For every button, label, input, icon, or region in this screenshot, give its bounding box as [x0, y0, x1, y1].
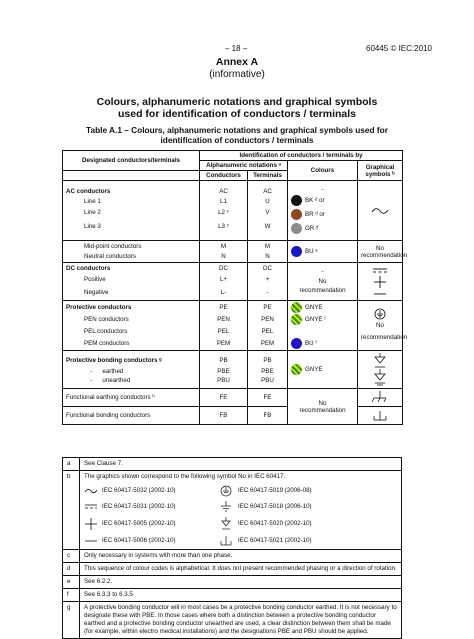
protective-earth-icon [220, 485, 232, 497]
bullet: - [90, 377, 93, 384]
pe-c: PEL [217, 328, 230, 335]
pe-pen: PEN conductors [84, 316, 129, 323]
header-colours: Colours [288, 161, 358, 181]
colour-bu: BU ᶠ [305, 340, 317, 348]
colour-br: BR ᵈ or [305, 211, 325, 219]
pb-conductors [200, 351, 248, 389]
note-label: f [63, 589, 80, 602]
note-label: e [63, 576, 80, 589]
annex-heading [0, 56, 474, 80]
symbol-legend [84, 485, 397, 547]
pb-t: PB [263, 356, 272, 364]
fe-terminal: FE [248, 389, 288, 407]
gnye-swatch [291, 302, 302, 313]
ac-line3: Line 3 [84, 223, 101, 230]
pb-title: Protective bonding conductors ᵍ [66, 356, 162, 364]
annex-main-title [0, 96, 474, 120]
dc-t: DC [263, 264, 272, 272]
dc-positive: Positive [84, 276, 106, 284]
colour-gnye: GNYE [305, 366, 323, 374]
header-blank [63, 171, 200, 181]
blue-swatch [291, 246, 302, 257]
pe-colours [288, 301, 358, 351]
functional-bonding-icon [220, 535, 232, 547]
norec-1: No [376, 244, 384, 252]
ac-mid-colour [288, 241, 358, 263]
note-text: See Clause 7. [80, 458, 402, 471]
ac-mid-conductors [200, 241, 248, 263]
norec-1: No [318, 277, 327, 285]
header-graphical: Graphical symbols ᵇ [358, 161, 403, 181]
pb-t: PBU [261, 377, 274, 384]
functional-bonding-icon [372, 409, 388, 423]
table-caption [0, 125, 474, 145]
colour-bu: BU ᵉ [305, 248, 318, 256]
ac-conductors [200, 181, 248, 241]
earth-icon [220, 501, 232, 513]
ac-t: W [264, 223, 271, 230]
ac-title: AC conductors [66, 188, 111, 195]
ac-c: L3 ᶜ [218, 223, 229, 230]
note-text: See 6.2.2. [80, 576, 402, 589]
norec-2: recommendation [299, 406, 346, 414]
pb-designation [63, 351, 200, 389]
mid-t: M [264, 243, 271, 250]
note-label: a [63, 458, 80, 471]
ac-mid-designation [63, 241, 200, 263]
ac-c: L1 [220, 197, 227, 205]
protective-earth-icon [374, 308, 386, 320]
pb-symbol [358, 351, 403, 389]
mid-t: N [265, 252, 270, 260]
ac-symbol-icon [84, 487, 98, 495]
note-label: d [63, 563, 80, 576]
functional-earth-icon [372, 391, 388, 405]
ac-c: AC [219, 188, 228, 195]
ac-mid-terminals [248, 241, 288, 263]
pb-t: PBE [261, 367, 274, 375]
dc-terminals [248, 263, 288, 301]
pb-colours [288, 351, 358, 389]
norec-2: recommendation [361, 334, 408, 341]
pe-designation [63, 301, 200, 351]
norec-1: No [376, 322, 384, 329]
annex-title: Annex A [215, 56, 259, 68]
ac-t: AC [263, 188, 272, 195]
ac-symbol-icon [370, 206, 390, 216]
dc-colours [288, 263, 358, 301]
pe-pem: PEM conductors [84, 340, 130, 347]
header-alphanumeric: Alphanumeric notations ᵃ [200, 161, 288, 171]
bullet: - [90, 367, 93, 375]
fe-symbol [358, 389, 403, 407]
ac-designation [63, 181, 200, 241]
ac-colour-dash: - [321, 185, 324, 193]
norec-2: recommendation [299, 287, 346, 295]
note-text: This sequence of colour codes is alphabetical. It does not present recommended phasing or a direction of rotation. [80, 563, 402, 576]
ac-mid: Mid-point conductors [84, 243, 142, 250]
pe-t: PE [263, 304, 272, 311]
dc-symbol-icon [84, 503, 98, 511]
ac-mid-symbol [358, 241, 408, 263]
conductor-table [62, 150, 408, 425]
note-label: g [63, 602, 80, 639]
header-terminals: Terminals [248, 171, 288, 181]
title-line: Colours, alphanumeric notations and graphical symbols [96, 96, 378, 108]
symbol-ref: IEC 60417-5021 (2002-10) [238, 537, 312, 544]
fe-conductor: FE [200, 389, 248, 407]
pe-c: PEN [217, 316, 230, 323]
note-text: See 6.3.3 to 6.3.5. [80, 589, 402, 602]
grey-swatch [291, 223, 302, 234]
bonding-symbols-icon [372, 353, 388, 387]
note-b [80, 471, 402, 550]
header-designated: Designated conductors/terminals [63, 151, 200, 171]
dc-title: DC conductors [66, 264, 111, 272]
ac-line2: Line 2 [84, 209, 101, 216]
pb-earthed: earthed [102, 367, 124, 375]
brown-swatch [291, 209, 302, 220]
pe-c: PEM [216, 340, 231, 347]
table-notes [62, 457, 402, 639]
gnye-swatch [291, 314, 302, 325]
symbol-ref: IEC 60417-5032 (2002-10) [102, 487, 176, 494]
note-label: c [63, 550, 80, 563]
norec-1: No [318, 399, 327, 407]
symbol-ref: IEC 60417-5018 (2006-10) [238, 503, 312, 510]
ac-c: L2 ᶜ [218, 209, 229, 216]
note-text: The graphics shown correspond to the following symbol No in IEC 60417. [84, 473, 286, 480]
minus-icon [84, 538, 98, 544]
symbol-ref: IEC 60417-5006 (2002-10) [102, 537, 176, 544]
header-conductors: Conductors [200, 171, 248, 181]
gnye-swatch [291, 364, 302, 375]
pb-c: PBU [217, 377, 230, 384]
fb-designation: Functional bonding conductors [63, 407, 200, 425]
fe-fb-colours [288, 389, 358, 425]
dc-dash: - [321, 268, 324, 276]
dc-conductors [200, 263, 248, 301]
dc-c: L+ [219, 276, 228, 284]
fe-designation: Functional earthing conductors ʰ [63, 389, 200, 407]
pb-c: PBE [217, 367, 230, 375]
dc-c: DC [219, 264, 228, 272]
dc-t: + [265, 276, 270, 284]
mid-c: M [220, 243, 227, 250]
symbol-ref: IEC 60417-5005 (2002-10) [102, 520, 176, 527]
note-text: Only necessary in systems with more than one phase. [80, 550, 402, 563]
ac-neutral: Neutral conductors [84, 252, 136, 260]
equipotential-icon [220, 517, 232, 531]
pe-terminals [248, 301, 288, 351]
caption-line: Table A.1 – Colours, alphanumeric notations and graphical symbols used for [86, 125, 388, 135]
dc-symbol [358, 263, 403, 301]
blue-swatch [291, 338, 302, 349]
colour-gnye: GNYE ᶠ [305, 316, 326, 324]
fb-symbol [358, 407, 403, 425]
pb-terminals [248, 351, 288, 389]
ac-t: V [265, 209, 270, 216]
fb-conductor: FB [200, 407, 248, 425]
ac-line1: Line 1 [84, 197, 101, 205]
pe-title: Protective conductors [66, 304, 132, 311]
symbol-ref: IEC 60417-5020 (2002-10) [238, 520, 312, 527]
colour-gr: GR ᵈ [305, 225, 319, 233]
standard-number: 60445 © IEC:2010 [366, 44, 432, 53]
mid-c: N [221, 252, 226, 260]
black-swatch [291, 195, 302, 206]
norec-2: recommendation [361, 251, 408, 259]
title-line: used for identification of conductors / terminals [117, 108, 357, 120]
page-number: – 18 – [225, 44, 248, 53]
dc-symbols-icon [370, 266, 390, 298]
pe-pel: PEL conductors [84, 328, 128, 335]
ac-t: U [265, 197, 270, 205]
caption-line: identification of conductors / terminals [160, 135, 314, 145]
symbol-ref: IEC 60417-5031 (2002-10) [102, 503, 176, 510]
pe-t: PEM [260, 340, 275, 347]
ac-colours [288, 181, 358, 241]
colour-gnye: GNYE [305, 304, 323, 311]
dc-t: - [266, 289, 269, 297]
annex-subtitle: (informative) [209, 69, 265, 80]
pe-symbol [358, 301, 408, 351]
pb-c: PB [219, 356, 228, 364]
fb-terminal: FB [248, 407, 288, 425]
colour-bk: BK ᵈ or [305, 197, 325, 205]
pe-t: PEN [261, 316, 274, 323]
plus-icon [84, 518, 98, 530]
dc-designation [63, 263, 200, 301]
symbol-ref: IEC 60417-5019 (2006-08) [238, 487, 312, 494]
dc-c: L- [220, 289, 227, 297]
header-identification: Identification of conductors / terminals by [200, 151, 403, 161]
note-text: A protective bonding conductor will in most cases be a protective bonding conductor earthed. It is not necessary to designate these with PBE. In those cases where both a distinction between a protective bonding conductor earthed and a protective bonding conductor unearthed are used, a clear distinction between them shall be made (for example, within electro medical installations) and the designations PBE and PBU should be applied. [80, 602, 402, 639]
ac-terminals [248, 181, 288, 241]
ac-symbol [358, 181, 403, 241]
pe-t: PEL [261, 328, 274, 335]
note-label: b [63, 471, 80, 550]
pb-unearthed: unearthed [102, 377, 131, 384]
pe-conductors [200, 301, 248, 351]
dc-negative: Negative [84, 289, 109, 297]
pe-c: PE [219, 304, 228, 311]
